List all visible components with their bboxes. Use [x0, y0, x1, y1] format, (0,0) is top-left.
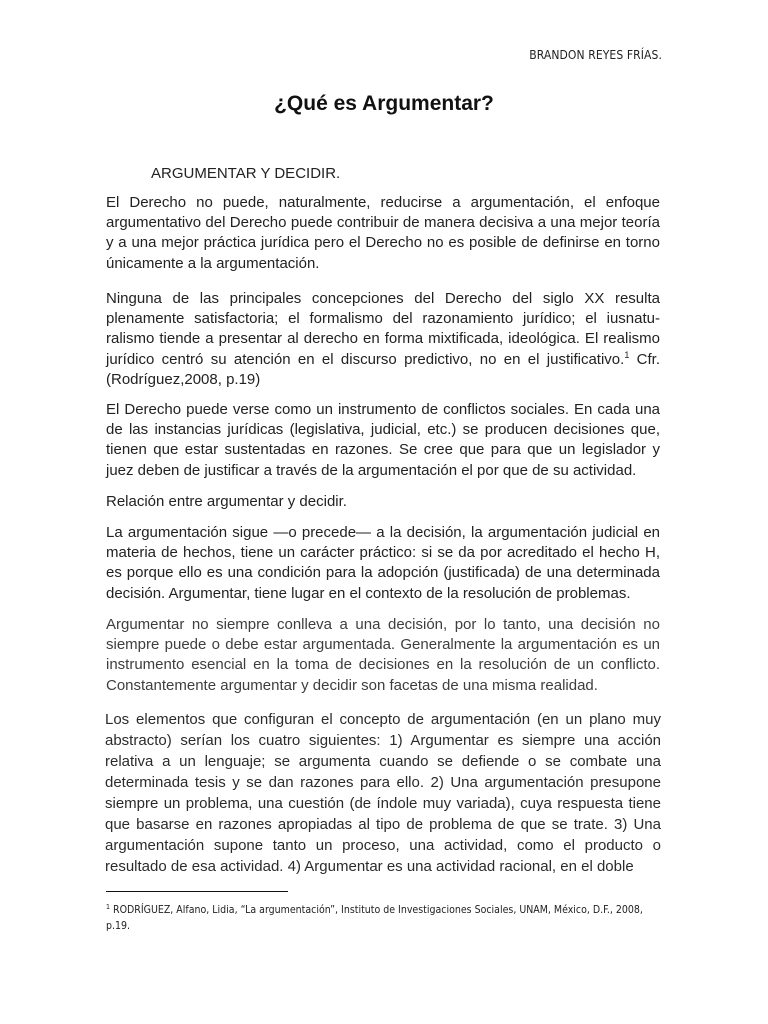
footnote-reference: 1 — [624, 349, 630, 360]
section-heading: ARGUMENTAR Y DECIDIR. — [151, 165, 341, 182]
footnote — [106, 902, 666, 934]
footnote-marker: 1 — [106, 903, 111, 911]
paragraph-7: Los elementos que configuran el concepto de argumentación (en un plano muy abstracto) serían los cuatro siguientes: 1) Argumentar es siempre una acción relativa a un lenguaje; se argumenta cuando se defiende o se combate una determinada tesis y se dan razones para ello. 2) Una argumentación presupone siempre un problema, una cuestión (de índole muy variada), cuya respuesta tiene que basarse en razones apropiadas al tipo de problema de que se trate. 3) Una argumentación supone tanto un proceso, una actividad, como el producto o resultado de esa actividad. 4) Argumentar es una actividad racional, en el doble — [105, 711, 661, 875]
paragraph-2 — [106, 289, 660, 390]
paragraph-2-text: Ninguna de las principales concepciones del Derecho del siglo XX resulta plenamente satisfactoria; el formalismo del razonamiento jurídico; el iusnatu-ralismo tiende a presentar al derecho en forma mixtificada, ideológica. El realismo jurídico centró su atención en el discurso predictivo, no en el justificativo. — [106, 290, 660, 368]
paragraph-4: Relación entre argumentar y decidir. — [106, 493, 347, 510]
paragraph-3: El Derecho puede verse como un instrumento de conflictos sociales. En cada una de las instancias jurídicas (legislativa, judicial, etc.) se producen decisiones que, tienen que estar sustentadas en razones. Se cree que para que un legislador y juez deben de justificar a través de la argumentación el por que de su actividad. — [106, 401, 660, 479]
paragraph-2-tail: Cfr. (Rodríguez,2008, p.19) — [106, 350, 660, 388]
footnote-separator — [106, 891, 288, 892]
paragraph-6: Argumentar no siempre conlleva a una decisión, por lo tanto, una decisión no siempre puede o debe estar argumentada. Generalmente la argumentación es un instrumento esencial en la toma de decisiones en la resolución de un conflicto. Constantemente argumentar y decidir son facetas de una misma realidad. — [106, 616, 660, 694]
author-header: BRANDON REYES FRÍAS. — [529, 48, 662, 62]
footnote-text: RODRÍGUEZ, Alfano, Lidia, “La argumentación”, Instituto de Investigaciones Sociales, UNAM, México, D.F., 2008, p.19. — [106, 904, 643, 932]
paragraph-5: La argumentación sigue —o precede— a la decisión, la argumentación judicial en materia de hechos, tiene un carácter práctico: si se da por acreditado el hecho H, es porque ello es una condición para la adopción (justificada) de una determinada decisión. Argumentar, tiene lugar en el contexto de la resolución de problemas. — [106, 524, 660, 602]
paragraph-1: El Derecho no puede, naturalmente, reducirse a argumentación, el enfoque argumentativo del Derecho puede contribuir de manera decisiva a una mejor teoría y a una mejor práctica jurídica pero el Derecho no es posible de definirse en torno únicamente a la argumentación. — [106, 194, 660, 272]
page-title: ¿Qué es Argumentar? — [274, 92, 494, 115]
